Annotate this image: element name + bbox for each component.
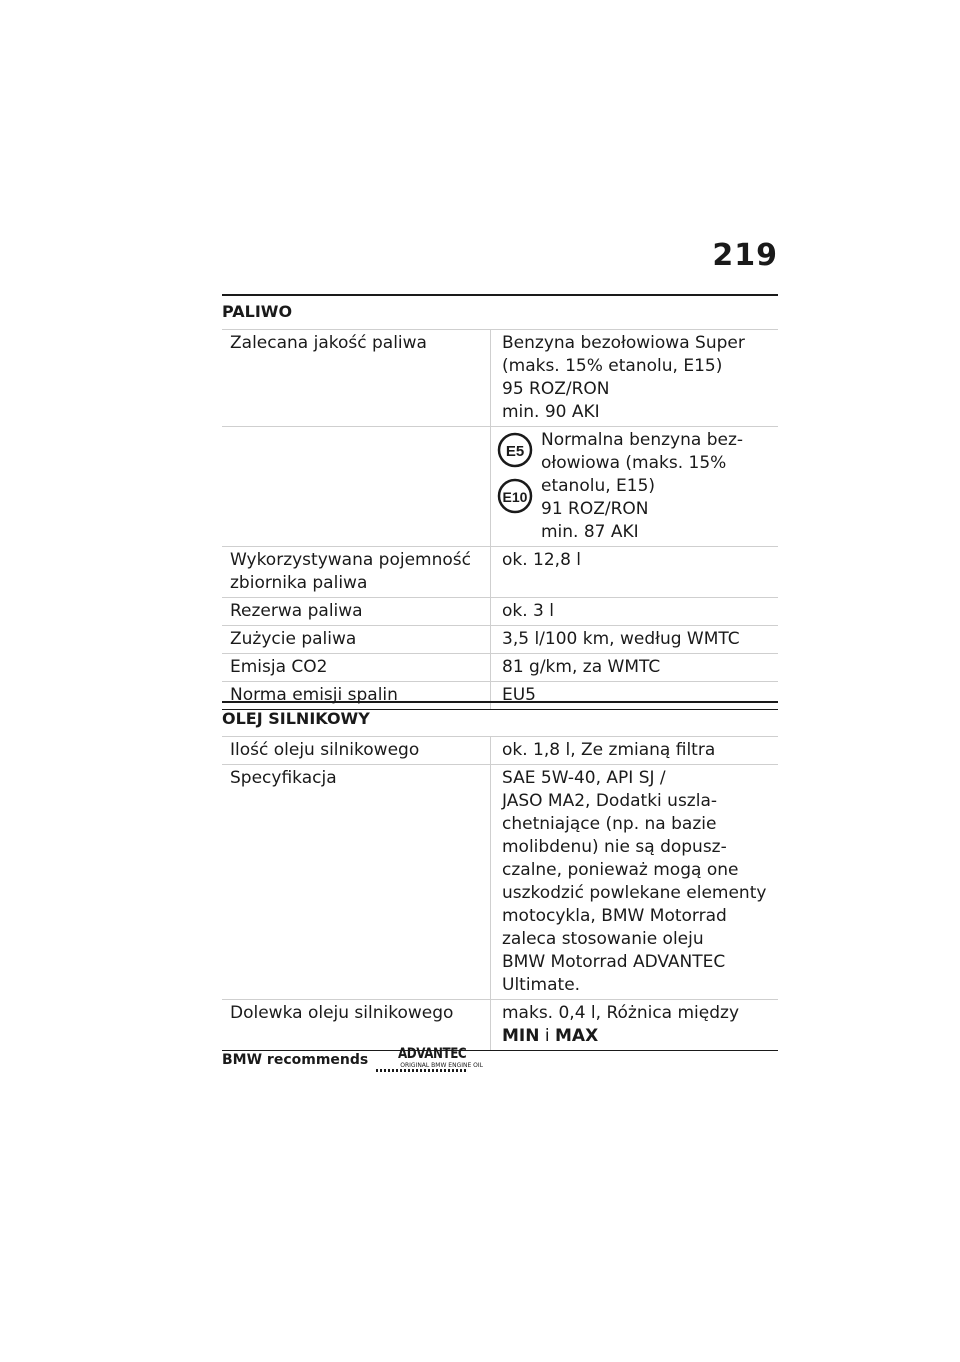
- fuel-table: [222, 329, 778, 710]
- value-line: ołowiowa (maks. 15%: [541, 453, 727, 473]
- advantec-logo-subtitle: ORIGINAL BMW ENGINE OIL: [400, 1062, 484, 1069]
- value-line: Ultimate.: [502, 975, 581, 995]
- label-line: zbiornika paliwa: [230, 573, 368, 593]
- row-value: ok. 3 l: [491, 598, 779, 626]
- bmw-recommends-text: BMW recommends: [222, 1052, 369, 1068]
- row-value: [491, 427, 779, 547]
- value-line: motocykla, BMW Motorrad: [502, 906, 727, 926]
- value-line: zaleca stosowanie oleju: [502, 929, 704, 949]
- row-value: [491, 330, 779, 427]
- oil-table: [222, 736, 778, 1051]
- value-line: etanolu, E15): [541, 476, 656, 496]
- row-value: ok. 1,8 l, Ze zmianą filtra: [491, 737, 779, 765]
- oil-section-title: OLEJ SILNIKOWY: [222, 701, 778, 736]
- row-label: Zużycie paliwa: [222, 626, 491, 654]
- table-row: [222, 427, 778, 547]
- table-row: [222, 330, 778, 427]
- e10-fuel-icon: [495, 478, 535, 514]
- row-label: Rezerwa paliwa: [222, 598, 491, 626]
- row-label: Dolewka oleju silnikowego: [222, 1000, 491, 1051]
- row-label: Emisja CO2: [222, 654, 491, 682]
- table-row: [222, 765, 778, 1000]
- row-value: 3,5 l/100 km, według WMTC: [491, 626, 779, 654]
- row-value: [491, 765, 779, 1000]
- e10-icon-label: E10: [502, 489, 528, 505]
- table-row: [222, 626, 778, 654]
- row-value: EU5: [491, 682, 779, 710]
- value-line: min. 87 AKI: [541, 522, 639, 542]
- table-row: [222, 1000, 778, 1051]
- min-mark: MIN: [502, 1026, 540, 1046]
- row-value: ok. 12,8 l: [491, 547, 779, 598]
- value-line: SAE 5W-40, API SJ /: [502, 768, 666, 788]
- advantec-logo: [376, 1046, 484, 1074]
- value-line: BMW Motorrad ADVANTEC: [502, 952, 726, 972]
- value-line: JASO MA2, Dodatki uszla-: [502, 791, 718, 811]
- row-value: 81 g/km, za WMTC: [491, 654, 779, 682]
- value-line: uszkodzić powlekane elementy: [502, 883, 767, 903]
- e5-fuel-icon: [495, 432, 535, 468]
- table-row: [222, 547, 778, 598]
- value-line: maks. 0,4 l, Różnica między: [502, 1003, 740, 1023]
- advantec-logo-bar: [376, 1069, 468, 1072]
- value-line: 91 ROZ/RON: [541, 499, 649, 519]
- row-label: [222, 547, 491, 598]
- row-label: Zalecana jakość paliwa: [222, 330, 491, 427]
- max-mark: MAX: [555, 1026, 599, 1046]
- value-line: min. 90 AKI: [502, 402, 600, 422]
- value-line: Benzyna bezołowiowa Super: [502, 333, 745, 353]
- row-label: Norma emisji spalin: [222, 682, 491, 710]
- value-line: 95 ROZ/RON: [502, 379, 610, 399]
- row-value: [491, 1000, 779, 1051]
- bmw-recommends-footer: [222, 1046, 484, 1074]
- row-label: [222, 427, 491, 547]
- row-label: Specyfikacja: [222, 765, 491, 1000]
- value-line: czalne, ponieważ mogą one: [502, 860, 739, 880]
- row-label: Ilość oleju silnikowego: [222, 737, 491, 765]
- label-line: Wykorzystywana pojemność: [230, 550, 471, 570]
- table-row: [222, 654, 778, 682]
- fuel-section-title: PALIWO: [222, 294, 778, 329]
- and-word: i: [539, 1026, 556, 1046]
- value-line: [502, 1025, 778, 1048]
- value-line: Normalna benzyna bez-: [541, 430, 744, 450]
- fuel-section: [222, 294, 778, 710]
- page-number: 219: [712, 238, 778, 273]
- oil-section: [222, 701, 778, 1051]
- value-line: (maks. 15% etanolu, E15): [502, 356, 723, 376]
- e5-icon-label: E5: [505, 443, 525, 460]
- value-line: chetniające (np. na bazie: [502, 814, 717, 834]
- table-row: [222, 598, 778, 626]
- value-line: molibdenu) nie są dopusz-: [502, 837, 727, 857]
- table-row: [222, 737, 778, 765]
- advantec-logo-title: ADVANTEC: [398, 1046, 467, 1062]
